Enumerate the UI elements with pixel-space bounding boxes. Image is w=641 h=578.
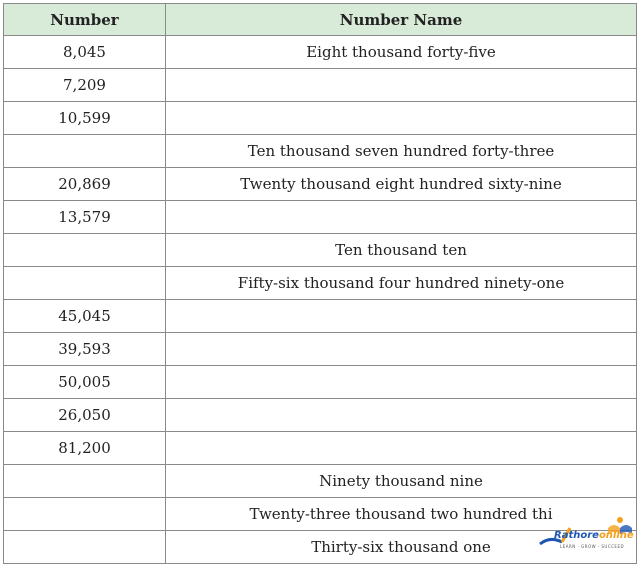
table-row — [4, 201, 637, 234]
cell-number — [4, 498, 166, 531]
cell-number-name — [166, 102, 637, 135]
number-names-table — [3, 3, 637, 564]
cell-number-name: Eight thousand forty-five — [166, 36, 637, 69]
table-header-row — [4, 4, 637, 36]
table-row — [4, 399, 637, 432]
table-row — [4, 36, 637, 69]
table-row — [4, 300, 637, 333]
table-row — [4, 267, 637, 300]
cell-number — [4, 531, 166, 564]
cell-number-name — [166, 333, 637, 366]
cell-number-name: Twenty-three thousand two hundred thi — [166, 498, 637, 531]
cell-number: 39,593 — [4, 333, 166, 366]
watermark-tagline: LEARN · GROW · SUCCEED — [560, 544, 625, 549]
cell-number-name: Ten thousand seven hundred forty-three — [166, 135, 637, 168]
header-number: Number — [4, 4, 166, 36]
watermark-brand-accent: online — [598, 530, 634, 541]
table-row — [4, 333, 637, 366]
cell-number-name: Ninety thousand nine — [166, 465, 637, 498]
cell-number: 10,599 — [4, 102, 166, 135]
cell-number-name: Twenty thousand eight hundred sixty-nine — [166, 168, 637, 201]
table-row — [4, 366, 637, 399]
cell-number — [4, 135, 166, 168]
cell-number — [4, 465, 166, 498]
cell-number: 81,200 — [4, 432, 166, 465]
table-row — [4, 234, 637, 267]
cell-number-name — [166, 399, 637, 432]
header-number-name: Number Name — [166, 4, 637, 36]
table-row — [4, 465, 637, 498]
cell-number: 20,869 — [4, 168, 166, 201]
cell-number-name — [166, 366, 637, 399]
cell-number: 50,005 — [4, 366, 166, 399]
table-row — [4, 135, 637, 168]
cell-number: 13,579 — [4, 201, 166, 234]
cell-number-name — [166, 69, 637, 102]
cell-number-name — [166, 432, 637, 465]
watermark-brand-main: Rathore — [554, 530, 599, 541]
table-row — [4, 102, 637, 135]
watermark-brand-text — [554, 530, 634, 541]
rathoreonline-watermark-logo — [536, 514, 638, 558]
table-row — [4, 168, 637, 201]
cell-number: 26,050 — [4, 399, 166, 432]
cell-number: 7,209 — [4, 69, 166, 102]
cell-number: 45,045 — [4, 300, 166, 333]
cell-number — [4, 234, 166, 267]
cell-number-name: Fifty-six thousand four hundred ninety-one — [166, 267, 637, 300]
table-row — [4, 432, 637, 465]
cell-number-name: Thirty-six thousand one — [166, 531, 637, 564]
cell-number — [4, 267, 166, 300]
cell-number-name — [166, 201, 637, 234]
table-row — [4, 69, 637, 102]
cell-number: 8,045 — [4, 36, 166, 69]
cell-number-name: Ten thousand ten — [166, 234, 637, 267]
cell-number-name — [166, 300, 637, 333]
